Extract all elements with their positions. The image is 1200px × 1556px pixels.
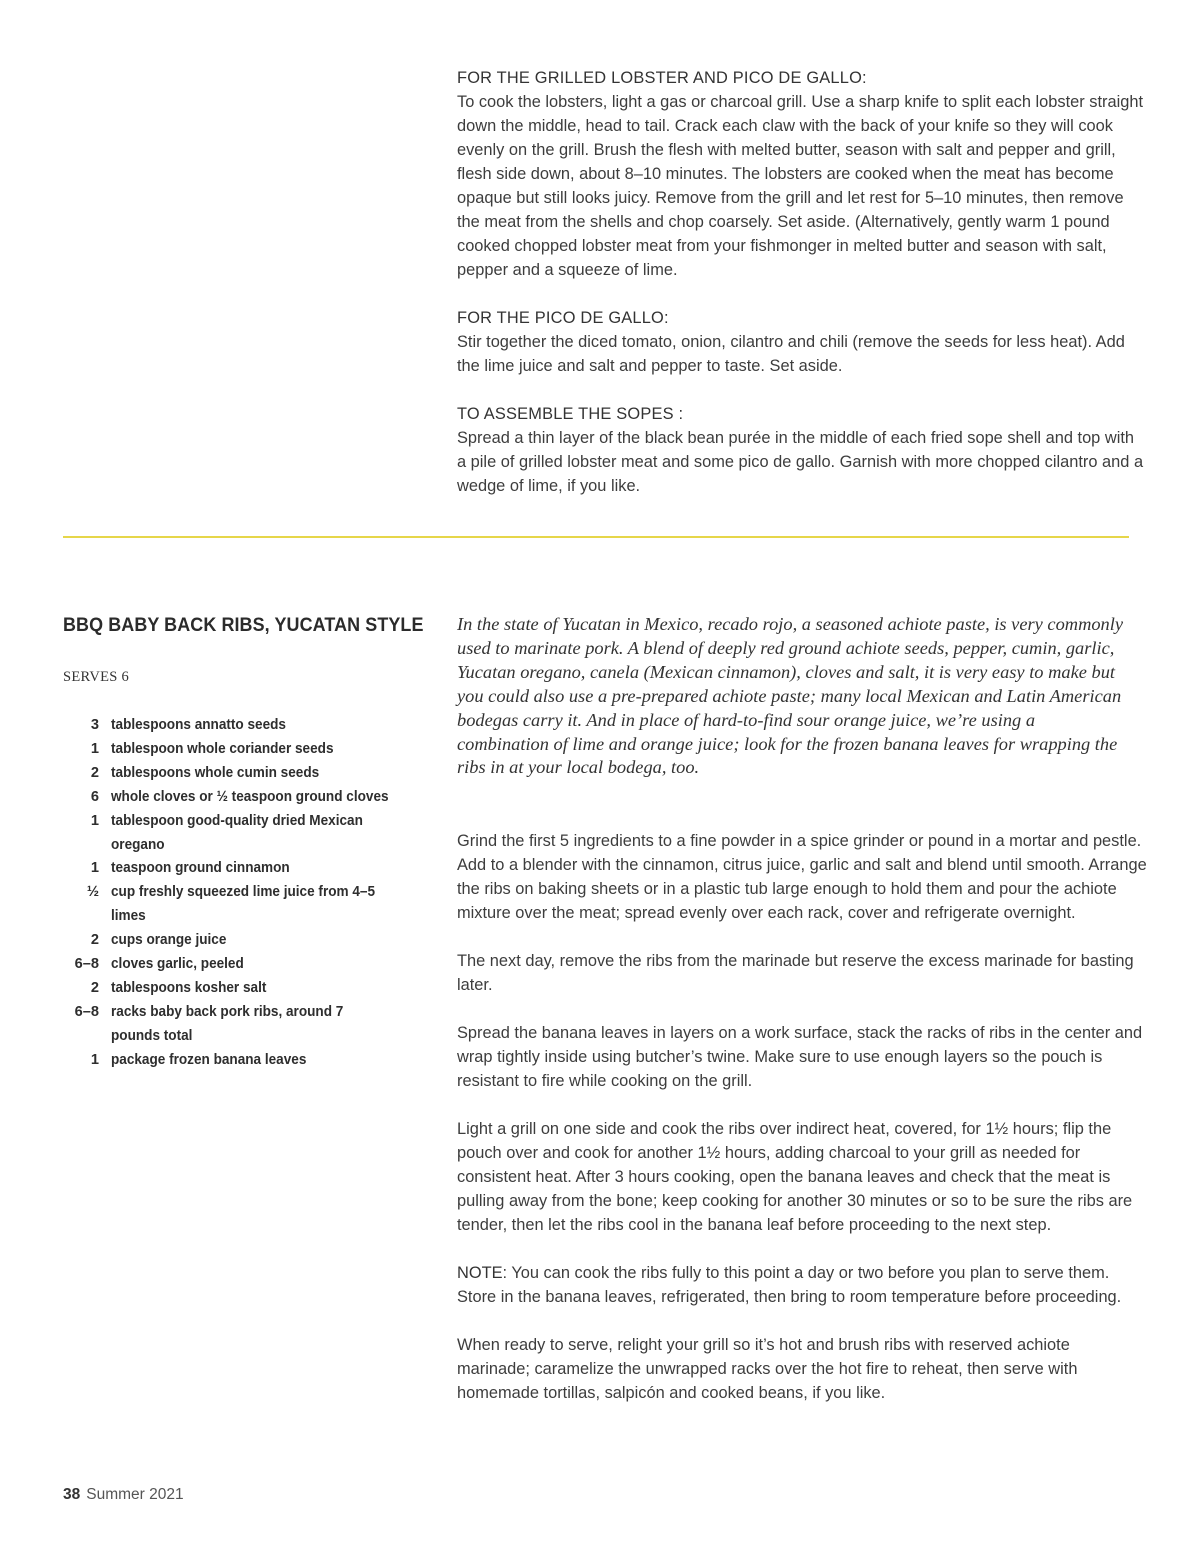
ingredient-text: tablespoon whole coriander seeds (111, 740, 334, 757)
recipe-step: When ready to serve, relight your grill so it’s hot and brush ribs with reserved achiote marinade; caramelize the unwrapped racks over the hot fire to reheat, then serve with homemade tortillas, salpicón and cooked beans, if you like. (457, 1336, 1078, 1402)
ingredient-quantity: ½ (86, 884, 99, 901)
ingredient-item (63, 762, 423, 786)
section-heading: FOR THE PICO DE GALLO: (457, 309, 669, 327)
ingredient-item (63, 857, 423, 881)
recipe-title: BBQ BABY BACK RIBS, YUCATAN STYLE (63, 614, 424, 636)
ingredient-item (63, 881, 423, 929)
ingredient-quantity: 3 (90, 717, 99, 733)
recipe-steps (457, 829, 1147, 1429)
section-body: To cook the lobsters, light a gas or charcoal grill. Use a sharp knife to split each lobster straight down the middle, head to tail. Crack each claw with the back of your knife so they will cook evenly on the grill. Brush the flesh with melted butter, season with salt and pepper and grill, flesh side down, about 8–10 minutes. The lobsters are cooked when the meat has become opaque but still looks juicy. Remove from the grill and let rest for 5–10 minutes, then remove the meat from the shells and chop coarsely. Set aside. (Alternatively, gently warm 1 pound cooked chopped lobster meat from your fishmonger in melted butter and season with salt, pepper and a squeeze of lime. (457, 93, 1144, 279)
ingredient-text: racks baby back pork ribs, around 7 pounds total (111, 1003, 344, 1044)
section-heading: TO ASSEMBLE THE SOPES : (457, 405, 684, 423)
ingredient-text: tablespoons annatto seeds (111, 717, 286, 733)
ingredient-item (63, 977, 423, 1001)
ingredient-text: package frozen banana leaves (111, 1051, 307, 1068)
recipe-step: Grind the first 5 ingredients to a fine powder in a spice grinder or pound in a mortar and pestle. Add to a blender with the cinnamon, citrus juice, garlic and salt and blend until smooth. Arrange the ribs on baking sheets or in a plastic tub large enough to hold them and pour the achiote mixture over the meat; spread evenly over each rack, cover and refrigerate overnight. (457, 832, 1147, 922)
ingredient-text: cups orange juice (111, 932, 227, 949)
ingredient-quantity: 6 (90, 788, 99, 805)
section-body: Stir together the diced tomato, onion, cilantro and chili (remove the seeds for less heat). Add the lime juice and salt and pepper to taste. Set aside. (457, 333, 1125, 375)
recipe-step: Light a grill on one side and cook the ribs over indirect heat, covered, for 1½ hours; flip the pouch over and cook for another 1½ hours, adding charcoal to your grill as needed for consistent heat. After 3 hours cooking, open the banana leaves and check that the meat is pulling away from the bone; keep cooking for another 30 minutes or so to be sure the ribs are tender, then let the ribs cool in the banana leaf before proceeding to the next step. (457, 1120, 1133, 1234)
ingredient-item (63, 786, 423, 810)
page-number: 38 (63, 1486, 81, 1503)
ingredient-list (63, 714, 423, 1073)
ingredient-text: whole cloves or ½ teaspoon ground cloves (111, 788, 389, 805)
note-label: NOTE (457, 1264, 503, 1282)
ingredient-quantity: 1 (90, 740, 99, 757)
lobster-instructions (457, 66, 1147, 522)
page-footer (63, 1486, 184, 1504)
section-heading: FOR THE GRILLED LOBSTER AND PICO DE GALLO: (457, 69, 867, 87)
ingredient-quantity: 1 (90, 1051, 99, 1068)
ingredient-quantity: 1 (90, 860, 99, 877)
ingredient-text: cloves garlic, peeled (111, 956, 244, 973)
ingredient-text: tablespoon good-quality dried Mexican oregano (111, 812, 363, 853)
ingredient-text: tablespoons kosher salt (111, 979, 267, 996)
ingredient-item (63, 953, 423, 977)
ingredient-item (63, 810, 423, 858)
section-divider (63, 536, 1129, 538)
ingredient-text: teaspoon ground cinnamon (111, 860, 290, 877)
recipe-intro: In the state of Yucatan in Mexico, recado rojo, a seasoned achiote paste, is very commonly used to marinate pork. A blend of deeply red ground achiote seeds, pepper, cumin, garlic, Yucatan oregano, canela (Mexican cinnamon), cloves and salt, it is very easy to make but you could also use a pre-prepared achiote paste; many local Mexican and Latin American bodegas carry it. And in place of hard-to-find sour orange juice, we’re using a combination of lime and orange juice; look for the frozen banana leaves for wrapping the ribs in at your local bodega, too. (457, 614, 1124, 778)
serves-label: SERVES 6 (63, 669, 130, 685)
ingredient-quantity: 1 (90, 812, 99, 829)
ingredient-quantity: 2 (90, 979, 99, 996)
ingredient-text: tablespoons whole cumin seeds (111, 764, 320, 781)
recipe-step: The next day, remove the ribs from the marinade but reserve the excess marinade for basting later. (457, 952, 1134, 994)
ingredient-item (63, 714, 423, 738)
issue-label: Summer 2021 (86, 1486, 184, 1503)
ingredient-quantity: 2 (90, 932, 99, 949)
ingredient-item (63, 738, 423, 762)
ingredient-item (63, 1001, 423, 1049)
section-body: Spread a thin layer of the black bean purée in the middle of each fried sope shell and top with a pile of grilled lobster meat and some pico de gallo. Garnish with more chopped cilantro and a wedge of lime, if you like. (457, 429, 1144, 495)
ingredient-text: cup freshly squeezed lime juice from 4–5 limes (111, 884, 376, 925)
ingredient-item (63, 929, 423, 953)
ingredient-quantity: 2 (90, 764, 99, 781)
recipe-step: Spread the banana leaves in layers on a work surface, stack the racks of ribs in the center and wrap tightly inside using butcher’s twine. Make sure to use enough layers so the pouch is resistant to fire while cooking on the grill. (457, 1024, 1143, 1090)
ingredient-quantity: 6–8 (74, 956, 99, 973)
ingredient-quantity: 6–8 (74, 1003, 99, 1020)
note-text: : You can cook the ribs fully to this point a day or two before you plan to serve them. Store in the banana leaves, refrigerated, then bring to room temperature before proceeding. (457, 1264, 1122, 1306)
recipe-note (457, 1261, 1147, 1309)
ingredient-item (63, 1049, 423, 1073)
